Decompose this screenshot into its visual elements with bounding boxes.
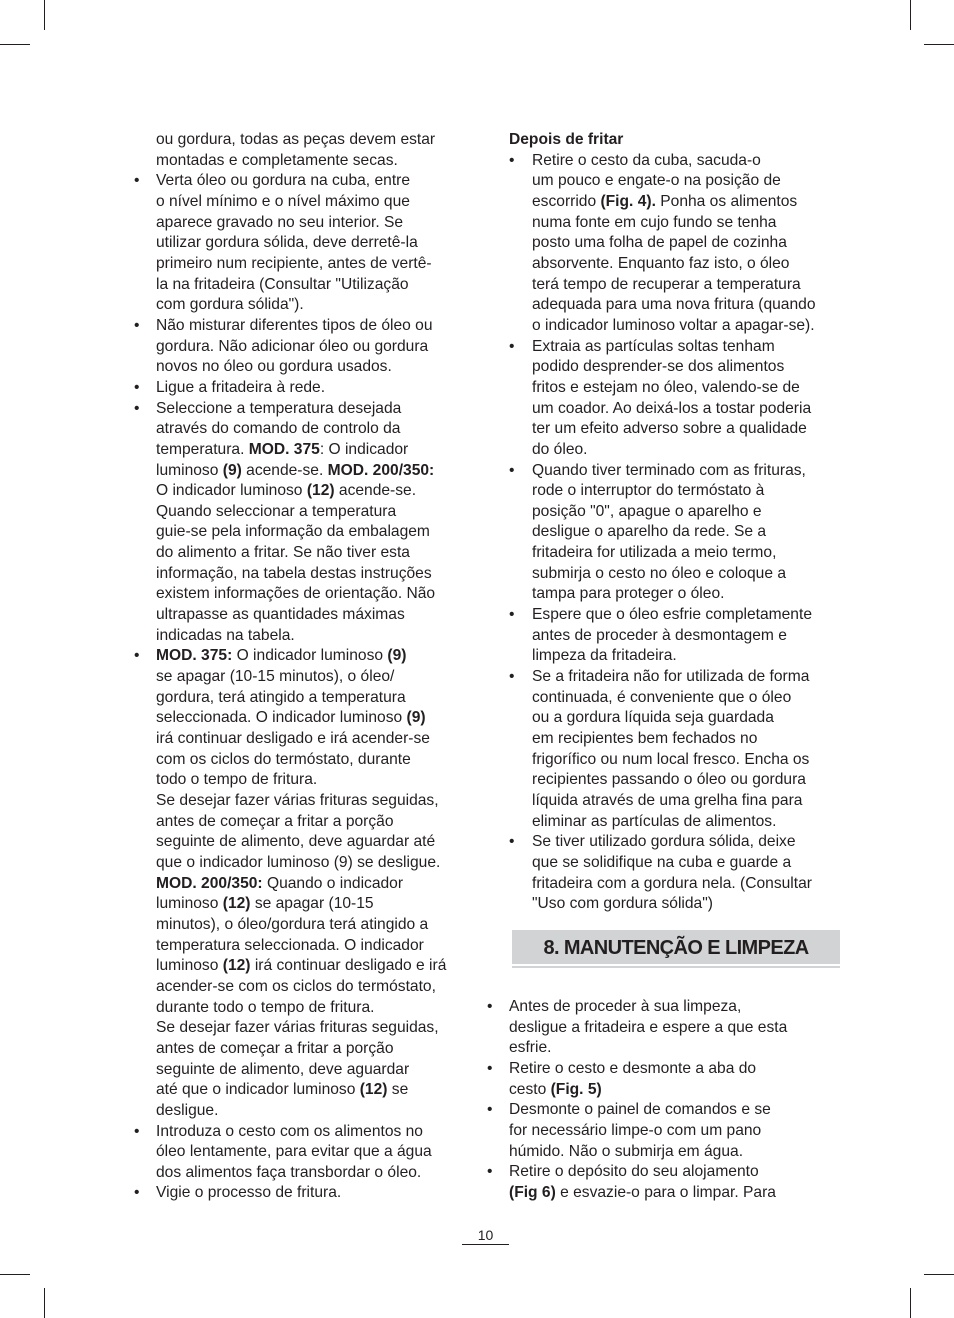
text-run: que o indicador luminoso (9) se desligue. bbox=[156, 853, 441, 871]
text-line bbox=[156, 233, 468, 254]
text-run: se apagar (10-15 bbox=[250, 895, 374, 913]
text-line bbox=[532, 171, 845, 192]
text-line bbox=[156, 254, 468, 275]
text-line bbox=[156, 295, 468, 316]
text-run: escorrido bbox=[532, 192, 601, 210]
text-line bbox=[156, 192, 468, 213]
text-line bbox=[532, 357, 845, 378]
text-line bbox=[156, 584, 468, 605]
list-item bbox=[509, 832, 845, 915]
continuation-text bbox=[156, 130, 468, 171]
text-run: temperatura. bbox=[156, 440, 249, 458]
text-line bbox=[156, 316, 468, 337]
text-line bbox=[156, 213, 468, 234]
text-run: posição "0", apague o aparelho e bbox=[532, 502, 762, 520]
crop-mark bbox=[924, 44, 954, 45]
bold-text: (9) bbox=[222, 461, 242, 479]
text-run: e esvazie-o para o limpar. Para bbox=[555, 1183, 776, 1201]
text-line bbox=[509, 1142, 845, 1163]
bold-text: (12) bbox=[222, 895, 251, 913]
text-run: Retire o depósito do seu alojamento bbox=[509, 1163, 759, 1181]
bold-text: MOD. 375: bbox=[156, 647, 233, 665]
text-run: fritadeira com a gordura nela. (Consultar bbox=[532, 874, 812, 892]
bullet-icon: • bbox=[509, 668, 515, 686]
text-run: ultrapasse as quantidades máximas bbox=[156, 606, 405, 624]
text-line bbox=[532, 399, 845, 420]
text-line bbox=[532, 461, 845, 482]
text-line bbox=[532, 233, 845, 254]
list-item bbox=[487, 1162, 845, 1203]
text-run: novos no óleo ou gordura usados. bbox=[156, 358, 392, 376]
text-line bbox=[532, 337, 845, 358]
text-run: Verta óleo ou gordura na cuba, entre bbox=[156, 172, 411, 190]
text-run: se bbox=[387, 1081, 409, 1099]
text-run: ou a gordura líquida seja guardada bbox=[532, 709, 774, 727]
text-line bbox=[156, 357, 468, 378]
crop-mark bbox=[910, 0, 911, 30]
text-run: "Uso com gordura sólida") bbox=[532, 895, 713, 913]
text-run: Espere que o óleo esfrie completamente bbox=[532, 606, 812, 624]
text-run: fritadeira for utilizada a meio termo, bbox=[532, 544, 777, 562]
text-run: recipientes passando o óleo ou gordura bbox=[532, 771, 806, 789]
text-line: montadas e completamente secas. bbox=[156, 151, 398, 169]
text-line bbox=[532, 812, 845, 833]
crop-mark bbox=[910, 1288, 911, 1318]
text-run: gordura. Não adicionar óleo ou gordura bbox=[156, 337, 429, 355]
text-line bbox=[532, 543, 845, 564]
text-run: existem informações de orientação. Não bbox=[156, 585, 436, 603]
bullet-icon: • bbox=[487, 1059, 493, 1077]
text-line bbox=[156, 1122, 468, 1143]
text-line bbox=[532, 770, 845, 791]
text-run: O indicador luminoso bbox=[156, 482, 307, 500]
text-line bbox=[156, 378, 468, 399]
text-line bbox=[156, 481, 468, 502]
text-run: gordura, terá atingido a temperatura bbox=[156, 688, 406, 706]
text-run: Quando seleccionar a temperatura bbox=[156, 502, 397, 520]
text-line bbox=[156, 853, 468, 874]
text-run: o indicador luminoso voltar a apagar-se). bbox=[532, 316, 815, 334]
text-line bbox=[156, 440, 468, 461]
maintenance-bullet-list bbox=[487, 997, 845, 1204]
text-line bbox=[156, 791, 468, 812]
text-line bbox=[156, 543, 468, 564]
text-run: Não misturar diferentes tipos de óleo ou bbox=[156, 316, 433, 334]
list-item bbox=[487, 997, 845, 1059]
text-line bbox=[532, 894, 845, 915]
text-line bbox=[156, 564, 468, 585]
text-line bbox=[532, 502, 845, 523]
bold-text: (12) bbox=[222, 957, 251, 975]
text-line: ou gordura, todas as peças devem estar bbox=[156, 131, 436, 148]
text-run: do óleo. bbox=[532, 440, 588, 458]
text-line bbox=[156, 1039, 468, 1060]
text-run: Desmonte o painel de comandos e se bbox=[509, 1101, 771, 1119]
text-line bbox=[532, 708, 845, 729]
bold-text: MOD. 200/350: bbox=[156, 874, 263, 892]
crop-mark bbox=[0, 44, 30, 45]
text-line bbox=[156, 605, 468, 626]
text-run: Se desejar fazer várias frituras seguidas, bbox=[156, 792, 439, 809]
text-line bbox=[532, 254, 845, 275]
text-line bbox=[532, 853, 845, 874]
bullet-icon: • bbox=[509, 337, 515, 355]
text-run: Vigie o processo de fritura. bbox=[156, 1184, 342, 1202]
text-run: irá continuar desligado e irá acender-se bbox=[156, 730, 430, 748]
text-line bbox=[509, 1018, 845, 1039]
text-run: Quando o indicador bbox=[262, 874, 404, 892]
page-number: 10 bbox=[477, 1227, 494, 1243]
text-run: um pouco e engate-o na posição de bbox=[532, 172, 781, 190]
text-run: irá continuar desligado e irá bbox=[250, 957, 447, 975]
text-line bbox=[156, 729, 468, 750]
text-line bbox=[156, 1101, 468, 1122]
text-line bbox=[509, 1121, 845, 1142]
text-run: continuada, é conveniente que o óleo bbox=[532, 688, 792, 706]
text-run: se apagar (10-15 minutos), o óleo/ bbox=[156, 668, 395, 686]
text-run: luminoso bbox=[156, 957, 223, 975]
text-run: acende-se. bbox=[241, 461, 328, 479]
page-number-rule bbox=[462, 1244, 509, 1245]
bullet-icon: • bbox=[134, 1184, 140, 1202]
text-run: em recipientes bem fechados no bbox=[532, 730, 758, 748]
text-line bbox=[509, 1100, 845, 1121]
text-line bbox=[156, 874, 468, 895]
crop-mark bbox=[924, 1274, 954, 1275]
text-line bbox=[509, 1183, 845, 1204]
left-column bbox=[134, 130, 468, 1204]
text-line bbox=[156, 399, 468, 420]
text-run: durante todo o tempo de fritura. bbox=[156, 998, 375, 1016]
text-run: antes de começar a fritar a porção bbox=[156, 812, 394, 830]
bold-text: (9) bbox=[406, 709, 426, 727]
list-item bbox=[509, 461, 845, 606]
text-line bbox=[532, 440, 845, 461]
text-line bbox=[156, 275, 468, 296]
text-line bbox=[156, 915, 468, 936]
text-line bbox=[156, 419, 468, 440]
bullet-icon: • bbox=[487, 1163, 493, 1181]
text-run: absorvente. Enquanto faz isto, o óleo bbox=[532, 254, 790, 272]
bullet-icon: • bbox=[487, 1101, 493, 1119]
text-line bbox=[532, 832, 845, 853]
bullet-icon: • bbox=[509, 833, 515, 851]
text-run: limpeza da fritadeira. bbox=[532, 647, 677, 665]
text-line bbox=[156, 936, 468, 957]
text-line bbox=[156, 998, 468, 1019]
list-item bbox=[134, 316, 468, 378]
list-item bbox=[509, 337, 845, 461]
text-line bbox=[509, 1162, 845, 1183]
bold-text: (12) bbox=[359, 1081, 388, 1099]
text-line bbox=[156, 1080, 468, 1101]
text-run: o nível mínimo e o nível máximo que bbox=[156, 192, 410, 210]
text-line bbox=[156, 337, 468, 358]
bold-text: (9) bbox=[387, 647, 407, 665]
text-run: até que o indicador luminoso bbox=[156, 1081, 360, 1099]
text-run: com gordura sólida"). bbox=[156, 296, 304, 314]
text-line bbox=[156, 832, 468, 853]
text-run: seguinte de alimento, deve aguardar até bbox=[156, 833, 436, 851]
text-line bbox=[156, 1183, 468, 1204]
text-run: rode o interruptor do termóstato à bbox=[532, 482, 765, 500]
text-run: dos alimentos faça transbordar o óleo. bbox=[156, 1163, 422, 1181]
text-run: Antes de proceder à sua limpeza, bbox=[509, 998, 742, 1015]
text-run: indicadas na tabela. bbox=[156, 626, 295, 644]
text-run: antes de começar a fritar a porção bbox=[156, 1039, 394, 1057]
text-run: do alimento a fritar. Se não tiver esta bbox=[156, 544, 410, 562]
text-run: Se tiver utilizado gordura sólida, deixe bbox=[532, 833, 796, 851]
subheading-depois-de-fritar: Depois de fritar bbox=[509, 131, 624, 148]
text-line bbox=[532, 151, 845, 172]
text-line bbox=[156, 522, 468, 543]
list-item bbox=[509, 605, 845, 667]
text-line bbox=[532, 729, 845, 750]
text-run: seguinte de alimento, deve aguardar bbox=[156, 1060, 410, 1078]
text-run: Ponha os alimentos bbox=[655, 192, 798, 210]
text-line bbox=[532, 192, 845, 213]
text-run: com os ciclos do termóstato, durante bbox=[156, 750, 411, 768]
list-item bbox=[487, 1100, 845, 1162]
text-run: óleo lentamente, para evitar que a água bbox=[156, 1143, 432, 1161]
text-line bbox=[156, 461, 468, 482]
text-run: acender-se com os ciclos do termóstato, bbox=[156, 977, 436, 995]
text-line bbox=[156, 1018, 468, 1039]
text-run: aparece gravado no seu interior. Se bbox=[156, 213, 404, 231]
text-run: submirja o cesto no óleo e coloque a bbox=[532, 564, 786, 582]
text-run: seleccionada. O indicador luminoso bbox=[156, 709, 407, 727]
text-run: desligue o aparelho da rede. Se a bbox=[532, 523, 767, 541]
text-line bbox=[156, 750, 468, 771]
text-line bbox=[156, 688, 468, 709]
bullet-icon: • bbox=[134, 399, 140, 417]
text-run: terá tempo de recuperar a temperatura bbox=[532, 275, 801, 293]
list-item bbox=[134, 399, 468, 647]
text-line bbox=[156, 1163, 468, 1184]
section-header-bar bbox=[512, 930, 840, 964]
crop-mark bbox=[44, 0, 45, 30]
text-line bbox=[532, 295, 845, 316]
text-line bbox=[156, 956, 468, 977]
text-run: frigorífico ou num local fresco. Encha os bbox=[532, 750, 810, 768]
text-run: acende-se. bbox=[334, 482, 417, 500]
left-bullet-list bbox=[134, 171, 468, 1204]
crop-mark bbox=[44, 1288, 45, 1318]
text-line bbox=[509, 1059, 845, 1080]
text-run: Ligue a fritadeira à rede. bbox=[156, 378, 326, 396]
text-run: Retire o cesto da cuba, sacuda-o bbox=[532, 151, 761, 169]
text-run: la na fritadeira (Consultar "Utilização bbox=[156, 275, 409, 293]
list-item bbox=[134, 646, 468, 1121]
bullet-icon: • bbox=[134, 378, 140, 396]
text-run: Extraia as partículas soltas tenham bbox=[532, 337, 775, 355]
text-run: desligue. bbox=[156, 1101, 219, 1119]
text-run: através do comando de controlo da bbox=[156, 420, 401, 438]
bullet-icon: • bbox=[134, 1122, 140, 1140]
list-item bbox=[509, 667, 845, 832]
text-line bbox=[532, 378, 845, 399]
text-run: minutos), o óleo/gordura terá atingido a bbox=[156, 915, 429, 933]
text-run: ter um efeito adverso sobre a qualidade bbox=[532, 420, 807, 438]
text-line bbox=[156, 812, 468, 833]
text-line bbox=[156, 770, 468, 791]
text-line bbox=[156, 708, 468, 729]
text-line bbox=[532, 522, 845, 543]
bullet-icon: • bbox=[509, 461, 515, 479]
text-run: que se solidifique na cuba e guarde a bbox=[532, 853, 792, 871]
text-run: esfrie. bbox=[509, 1039, 552, 1057]
text-run: primeiro num recipiente, antes de vertê- bbox=[156, 254, 432, 272]
text-line bbox=[156, 626, 468, 647]
right-column bbox=[509, 130, 845, 915]
text-run: adequada para uma nova fritura (quando bbox=[532, 296, 816, 314]
bullet-icon: • bbox=[487, 998, 493, 1015]
text-run: luminoso bbox=[156, 895, 223, 913]
text-run: húmido. Não o submirja em água. bbox=[509, 1142, 744, 1160]
text-line bbox=[532, 605, 845, 626]
bullet-icon: • bbox=[134, 316, 140, 334]
bold-text: (Fig 6) bbox=[509, 1183, 556, 1201]
text-run: numa fonte em cujo fundo se tenha bbox=[532, 213, 777, 231]
text-line bbox=[509, 1080, 845, 1101]
text-line bbox=[532, 791, 845, 812]
text-line bbox=[532, 213, 845, 234]
text-line bbox=[156, 667, 468, 688]
text-run: Introduza o cesto com os alimentos no bbox=[156, 1122, 423, 1140]
text-line bbox=[532, 316, 845, 337]
text-run: temperatura seleccionada. O indicador bbox=[156, 936, 424, 954]
list-item bbox=[134, 378, 468, 399]
text-line bbox=[532, 419, 845, 440]
text-run: utilizar gordura sólida, deve derretê-la bbox=[156, 234, 418, 252]
text-run: Se a fritadeira não for utilizada de forma bbox=[532, 668, 810, 686]
list-item bbox=[134, 1183, 468, 1204]
text-line bbox=[509, 1038, 845, 1059]
text-run: tampa para proteger o óleo. bbox=[532, 585, 725, 603]
text-line bbox=[509, 997, 845, 1018]
text-line bbox=[156, 646, 468, 667]
text-run: cesto bbox=[509, 1080, 551, 1098]
text-line bbox=[156, 977, 468, 998]
text-run: informação, na tabela destas instruções bbox=[156, 564, 432, 582]
text-run: : O indicador bbox=[319, 440, 409, 458]
text-line bbox=[532, 874, 845, 895]
text-run: luminoso bbox=[156, 461, 223, 479]
text-line bbox=[532, 481, 845, 502]
text-run: Quando tiver terminado com as frituras, bbox=[532, 461, 806, 479]
text-line bbox=[532, 667, 845, 688]
section-title: 8. MANUTENÇÃO E LIMPEZA bbox=[543, 937, 809, 959]
text-run: Seleccione a temperatura desejada bbox=[156, 399, 402, 417]
bullet-icon: • bbox=[509, 151, 515, 169]
text-run: Retire o cesto e desmonte a aba do bbox=[509, 1059, 757, 1077]
text-run: líquida através de uma grelha fina para bbox=[532, 792, 803, 809]
text-line bbox=[532, 564, 845, 585]
bold-text: (12) bbox=[306, 482, 335, 500]
list-item bbox=[134, 171, 468, 316]
text-run: guie-se pela informação da embalagem bbox=[156, 523, 430, 541]
text-line bbox=[532, 750, 845, 771]
bullet-icon: • bbox=[509, 606, 515, 624]
text-run: podido desprender-se dos alimentos bbox=[532, 358, 785, 376]
text-run: um coador. Ao deixá-los a tostar poderia bbox=[532, 399, 812, 417]
text-run: eliminar as partículas de alimentos. bbox=[532, 812, 777, 830]
bullet-icon: • bbox=[134, 647, 140, 665]
text-run: Se desejar fazer várias frituras seguidas, bbox=[156, 1019, 439, 1037]
text-line bbox=[156, 502, 468, 523]
bold-text: MOD. 200/350: bbox=[327, 461, 435, 479]
text-run: antes de proceder à desmontagem e bbox=[532, 626, 787, 644]
text-run: fritos e estejam no óleo, valendo-se de bbox=[532, 378, 800, 396]
bullet-icon: • bbox=[134, 172, 140, 190]
bold-text: (Fig. 5) bbox=[550, 1080, 602, 1098]
text-line bbox=[532, 646, 845, 667]
text-run: todo o tempo de fritura. bbox=[156, 771, 318, 789]
text-run: O indicador luminoso bbox=[232, 647, 388, 665]
bold-text: (Fig. 4). bbox=[600, 192, 656, 210]
text-line bbox=[532, 584, 845, 605]
text-run: desligue a fritadeira e espere a que esta bbox=[509, 1018, 788, 1036]
right-bullet-list bbox=[509, 151, 845, 915]
text-line bbox=[532, 275, 845, 296]
list-item bbox=[509, 151, 845, 337]
list-item bbox=[487, 1059, 845, 1100]
text-line bbox=[532, 626, 845, 647]
text-line bbox=[156, 894, 468, 915]
text-line bbox=[156, 1142, 468, 1163]
text-line bbox=[156, 1060, 468, 1081]
crop-mark bbox=[0, 1274, 30, 1275]
text-run: for necessário limpe-o com um pano bbox=[509, 1121, 762, 1139]
text-line bbox=[532, 688, 845, 709]
text-run: posto uma folha de papel de cozinha bbox=[532, 234, 787, 252]
text-line bbox=[156, 171, 468, 192]
bold-text: MOD. 375 bbox=[248, 440, 320, 458]
list-item bbox=[134, 1122, 468, 1184]
